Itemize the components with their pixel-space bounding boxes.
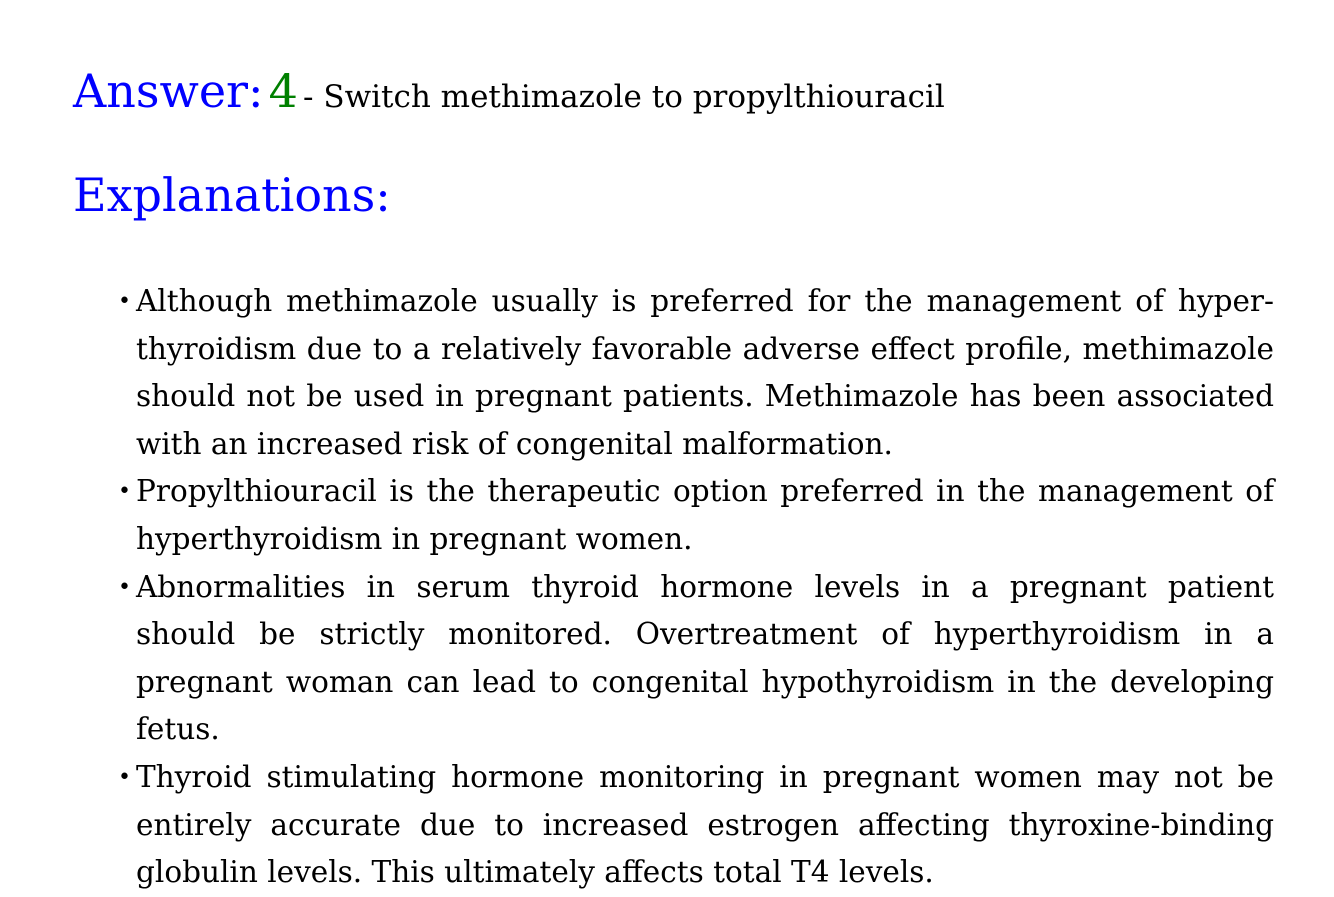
bullet-icon: • — [118, 764, 131, 790]
explanation-list — [118, 278, 1274, 897]
explanation-text: Thyroid stimulating hormone monitoring in pregnant women may not be entirely accurate due to increased estrogen affecting thyroxine-binding globulin levels. This ultimately affects total T4 levels. — [136, 759, 1274, 890]
answer-line — [73, 64, 945, 118]
bullet-icon: • — [118, 479, 131, 505]
explanation-text: Propylthiouracil is the therapeutic option preferred in the management of hyperthyroidism in pregnant women. — [136, 474, 1274, 556]
answer-number: 4 — [268, 64, 298, 118]
answer-text: - Switch methimazole to propylthiouracil — [303, 79, 945, 115]
explanation-text: Although methimazole usually is preferred for the management of hyper-thyroidism due to a relatively favorable adverse effect profile, methimazole should not be used in pregnant patients. Methimazole has been associated with an increased risk of congenital malformation. — [136, 284, 1274, 461]
explanation-item — [118, 754, 1274, 897]
bullet-icon: • — [118, 574, 131, 600]
explanation-text: Abnormalities in serum thyroid hormone levels in a pregnant patient should be strictly monitored. Overtreatment of hyperthyroidism in a pregnant woman can lead to congenital hypothyroidism in the developing fetus. — [136, 569, 1274, 747]
explanation-item — [118, 468, 1274, 563]
bullet-icon: • — [118, 289, 131, 314]
answer-label: Answer: — [73, 64, 264, 118]
explanation-item — [118, 278, 1274, 468]
explanations-heading: Explanations: — [73, 168, 391, 222]
explanation-item — [118, 564, 1274, 754]
